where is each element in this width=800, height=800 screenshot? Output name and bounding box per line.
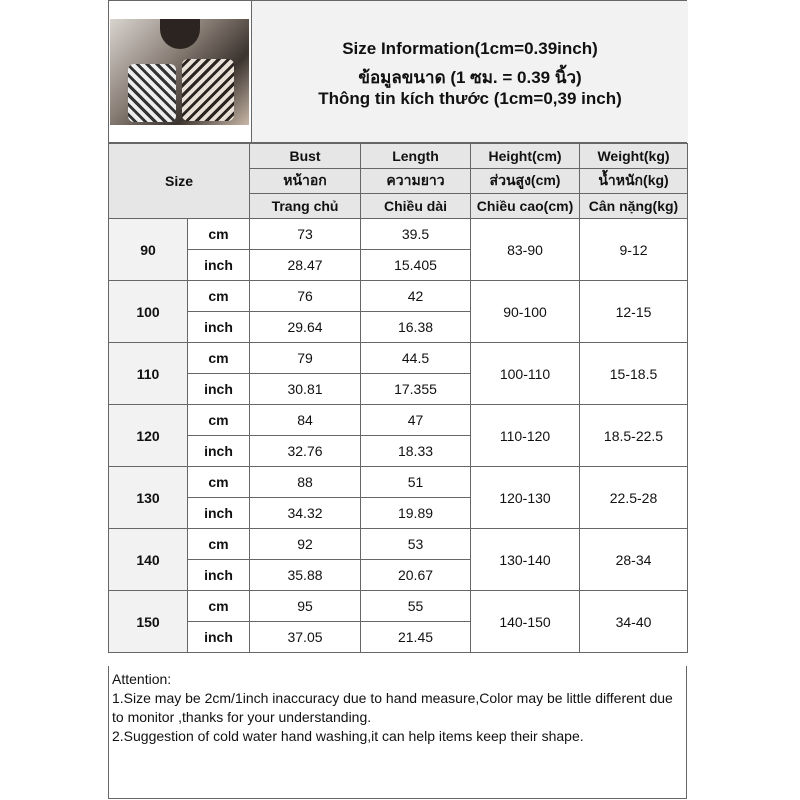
notes-item-2: 2.Suggestion of cold water hand washing,it can help items keep their shape. <box>112 728 584 744</box>
cardigan-dark <box>182 59 234 121</box>
table-row <box>109 281 688 312</box>
table-row <box>109 405 688 436</box>
col-height-en: Height(cm) <box>471 144 580 169</box>
col-bust-en: Bust <box>250 144 361 169</box>
bust-cm: 92 <box>250 529 361 560</box>
size-chart-sheet <box>108 0 689 800</box>
size-column-title: Size <box>109 144 250 219</box>
unit-cm: cm <box>188 529 250 560</box>
bust-cm: 84 <box>250 405 361 436</box>
length-inch: 20.67 <box>361 560 471 591</box>
col-weight-en: Weight(kg) <box>580 144 688 169</box>
unit-cm: cm <box>188 405 250 436</box>
bust-cm: 73 <box>250 219 361 250</box>
model-hair <box>160 19 200 49</box>
bust-inch: 35.88 <box>250 560 361 591</box>
bust-inch: 34.32 <box>250 498 361 529</box>
unit-inch: inch <box>188 560 250 591</box>
length-inch: 17.355 <box>361 374 471 405</box>
size-table <box>108 143 688 653</box>
unit-inch: inch <box>188 374 250 405</box>
bust-cm: 76 <box>250 281 361 312</box>
table-row <box>109 219 688 250</box>
length-inch: 15.405 <box>361 250 471 281</box>
length-cm: 53 <box>361 529 471 560</box>
size-value: 120 <box>109 405 188 467</box>
length-cm: 44.5 <box>361 343 471 374</box>
bust-inch: 32.76 <box>250 436 361 467</box>
bust-cm: 79 <box>250 343 361 374</box>
weight-range: 15-18.5 <box>580 343 688 405</box>
size-value: 150 <box>109 591 188 653</box>
height-range: 140-150 <box>471 591 580 653</box>
col-weight-vi: Cân nặng(kg) <box>580 194 688 219</box>
title-english: Size Information(1cm=0.39inch) <box>342 39 598 58</box>
weight-range: 22.5-28 <box>580 467 688 529</box>
length-inch: 19.89 <box>361 498 471 529</box>
size-value: 140 <box>109 529 188 591</box>
unit-cm: cm <box>188 591 250 622</box>
table-row <box>109 591 688 622</box>
height-range: 130-140 <box>471 529 580 591</box>
unit-cm: cm <box>188 467 250 498</box>
weight-range: 12-15 <box>580 281 688 343</box>
size-value: 110 <box>109 343 188 405</box>
unit-inch: inch <box>188 312 250 343</box>
bust-inch: 28.47 <box>250 250 361 281</box>
table-row <box>109 529 688 560</box>
weight-range: 18.5-22.5 <box>580 405 688 467</box>
height-range: 100-110 <box>471 343 580 405</box>
col-length-th: ความยาว <box>361 169 471 194</box>
height-range: 90-100 <box>471 281 580 343</box>
notes-heading: Attention: <box>112 671 172 687</box>
cardigan-light <box>128 64 176 122</box>
attention-notes <box>108 666 687 799</box>
unit-inch: inch <box>188 622 250 653</box>
length-inch: 21.45 <box>361 622 471 653</box>
bust-cm: 95 <box>250 591 361 622</box>
bust-inch: 29.64 <box>250 312 361 343</box>
unit-cm: cm <box>188 281 250 312</box>
length-cm: 42 <box>361 281 471 312</box>
height-range: 83-90 <box>471 219 580 281</box>
height-range: 110-120 <box>471 405 580 467</box>
bust-cm: 88 <box>250 467 361 498</box>
weight-range: 28-34 <box>580 529 688 591</box>
title-vietnamese: Thông tin kích thước (1cm=0,39 inch) <box>318 89 622 108</box>
title-box <box>251 1 688 142</box>
length-inch: 16.38 <box>361 312 471 343</box>
height-range: 120-130 <box>471 467 580 529</box>
weight-range: 34-40 <box>580 591 688 653</box>
size-value: 90 <box>109 219 188 281</box>
unit-cm: cm <box>188 219 250 250</box>
unit-inch: inch <box>188 436 250 467</box>
length-cm: 39.5 <box>361 219 471 250</box>
col-length-vi: Chiều dài <box>361 194 471 219</box>
weight-range: 9-12 <box>580 219 688 281</box>
col-height-vi: Chiều cao(cm) <box>471 194 580 219</box>
length-inch: 18.33 <box>361 436 471 467</box>
length-cm: 51 <box>361 467 471 498</box>
product-photo <box>110 19 249 125</box>
title-thai: ข้อมูลขนาด (1 ซม. = 0.39 นิ้ว) <box>358 68 582 87</box>
bust-inch: 30.81 <box>250 374 361 405</box>
col-bust-th: หน้าอก <box>250 169 361 194</box>
notes-item-1: 1.Size may be 2cm/1inch inaccuracy due to hand measure,Color may be little different due to monitor ,thanks for your understanding. <box>112 690 673 725</box>
size-value: 100 <box>109 281 188 343</box>
size-value: 130 <box>109 467 188 529</box>
col-length-en: Length <box>361 144 471 169</box>
unit-inch: inch <box>188 498 250 529</box>
table-row <box>109 343 688 374</box>
col-weight-th: น้ำหนัก(kg) <box>580 169 688 194</box>
unit-inch: inch <box>188 250 250 281</box>
col-height-th: ส่วนสูง(cm) <box>471 169 580 194</box>
table-row <box>109 467 688 498</box>
length-cm: 47 <box>361 405 471 436</box>
length-cm: 55 <box>361 591 471 622</box>
bust-inch: 37.05 <box>250 622 361 653</box>
col-bust-vi: Trang chủ <box>250 194 361 219</box>
chart-header <box>108 0 687 143</box>
unit-cm: cm <box>188 343 250 374</box>
